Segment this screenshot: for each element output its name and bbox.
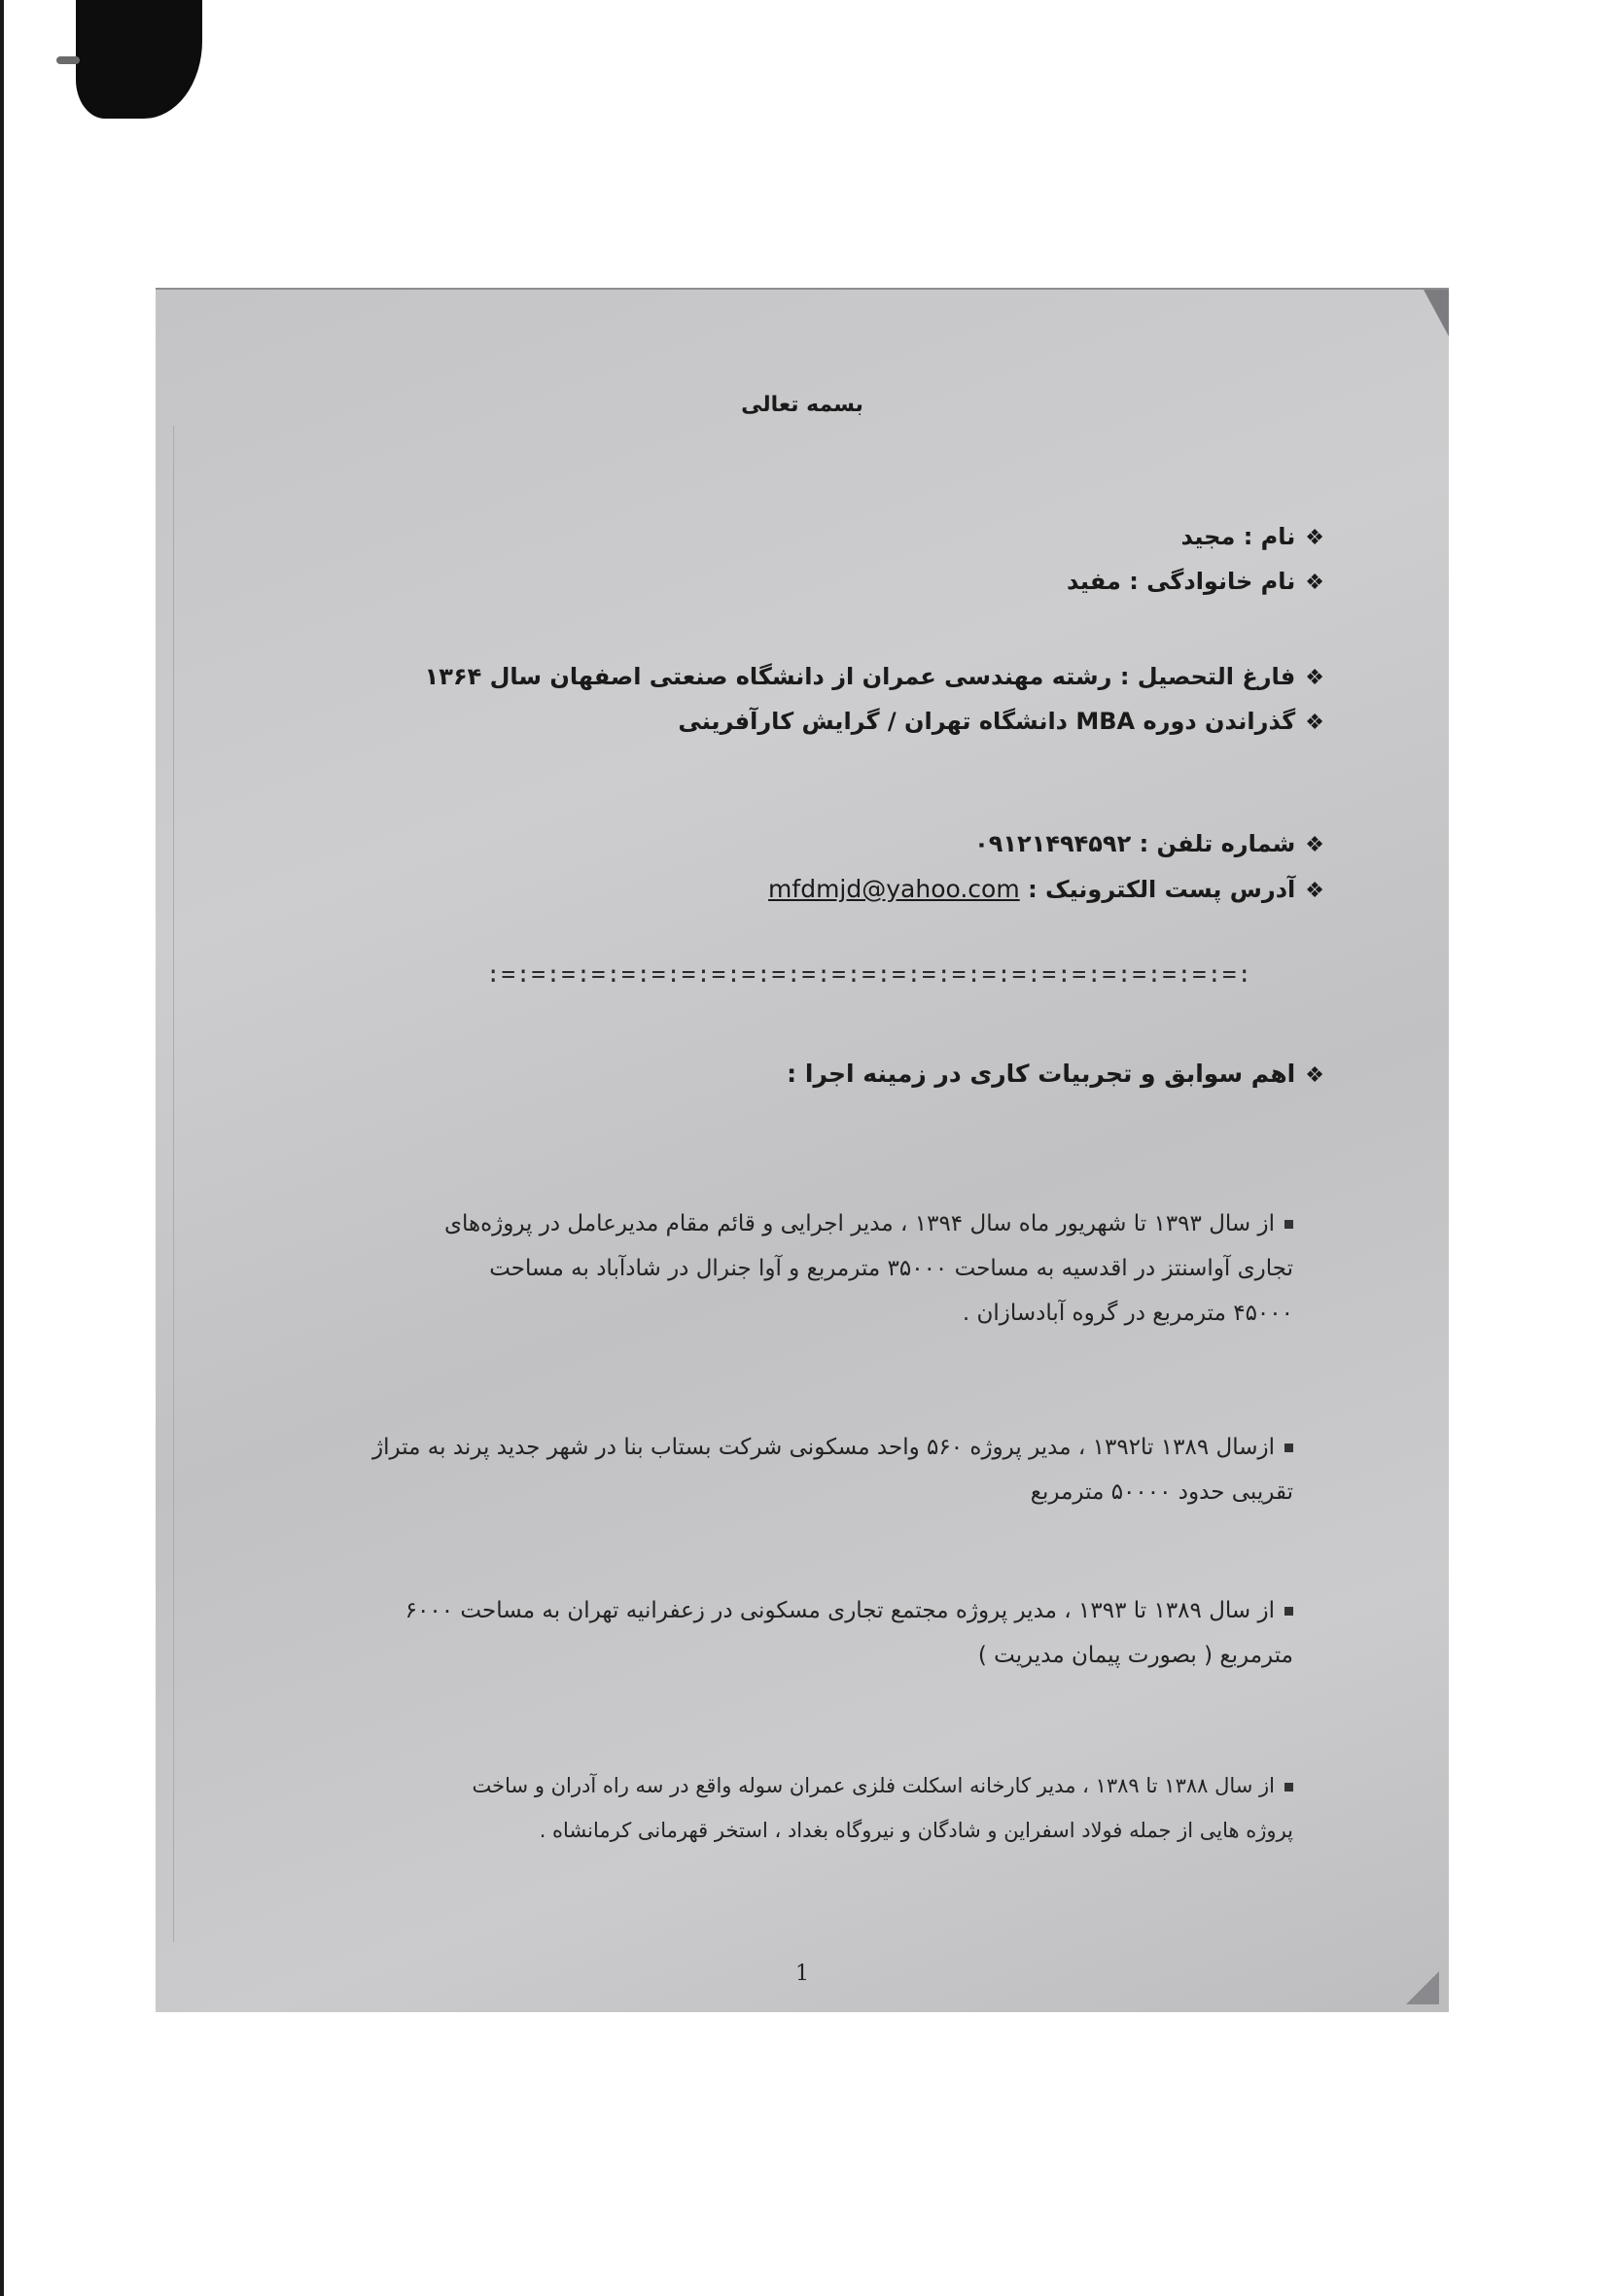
page-margin-line: [173, 426, 174, 1942]
page-number: 1: [795, 1962, 809, 1986]
scan-corner-blot: [76, 0, 202, 119]
name-line: [1181, 523, 1324, 550]
experience-line: مترمربع ( بصورت پیمان مدیریت ): [977, 1643, 1293, 1668]
square-bullet-icon: [1284, 1783, 1293, 1792]
experience-line: پروژه هایی از جمله فولاد اسفراین و شادگان و نیروگاه بغداد ، استخر قهرمانی کرمانشاه .: [539, 1819, 1293, 1842]
document-page: [156, 288, 1449, 2012]
experience-line: ازسال ۱۳۸۹ تا۱۳۹۲ ، مدیر پروژه ۵۶۰ واحد مسکونی شرکت بستاب بنا در شهر جدید پرند به متراژ: [372, 1435, 1275, 1460]
square-bullet-icon: [1284, 1444, 1293, 1452]
mba-line: [678, 708, 1324, 735]
phone-line: [974, 830, 1324, 857]
email-link[interactable]: mfdmjd@yahoo.com: [768, 875, 1020, 903]
diamond-bullet-icon: ❖: [1305, 711, 1324, 735]
diamond-bullet-icon: ❖: [1305, 833, 1324, 857]
mba-text: گذراندن دوره MBA دانشگاه تهران / گرایش کارآفرینی: [678, 708, 1296, 735]
square-bullet-icon: [1284, 1220, 1293, 1229]
diamond-bullet-icon: ❖: [1305, 879, 1324, 903]
diamond-bullet-icon: ❖: [1305, 526, 1324, 550]
experience-line: از سال ۱۳۸۹ تا ۱۳۹۳ ، مدیر پروژه مجتمع تجاری مسکونی در زعفرانیه تهران به مساحت ۶۰۰۰: [404, 1598, 1275, 1623]
page-title: بسمه تعالی: [741, 393, 863, 417]
experience-heading: [787, 1060, 1324, 1088]
experience-item: [372, 1425, 1293, 1514]
experience-line: تجاری آواسنتز در اقدسیه به مساحت ۳۵۰۰۰ مترمربع و آوا جنرال در شادآباد به مساحت: [489, 1256, 1293, 1281]
diamond-bullet-icon: ❖: [1305, 666, 1324, 690]
degree-text: فارغ التحصیل : رشته مهندسی عمران از دانشگاه صنعتی اصفهان سال ۱۳۶۴: [424, 663, 1296, 690]
diamond-bullet-icon: ❖: [1305, 571, 1324, 595]
experience-line: از سال ۱۳۹۳ تا شهریور ماه سال ۱۳۹۴ ، مدیر اجرایی و قائم مقام مدیرعامل در پروژه‌های: [443, 1211, 1275, 1236]
experience-heading-text: اهم سوابق و تجربیات کاری در زمینه اجرا :: [787, 1060, 1296, 1088]
experience-item: [473, 1763, 1293, 1853]
family-line: [1067, 568, 1324, 595]
experience-item: [405, 1588, 1293, 1678]
square-bullet-icon: [1284, 1607, 1293, 1616]
phone-text: شماره تلفن : ۰۹۱۲۱۴۹۴۵۹۲: [974, 830, 1296, 857]
experience-line: تقریبی حدود ۵۰۰۰۰ مترمربع: [1030, 1479, 1293, 1505]
family-text: نام خانوادگی : مفید: [1067, 568, 1296, 595]
email-line: [768, 875, 1324, 903]
experience-line: ۴۵۰۰۰ مترمربع در گروه آبادسازان .: [962, 1301, 1293, 1326]
diamond-bullet-icon: ❖: [1305, 1063, 1324, 1088]
scan-left-edge: [0, 0, 4, 2296]
experience-item: [444, 1201, 1293, 1336]
section-divider: :=:=:=:=:=:=:=:=:=:=:=:=:=:=:=:=:=:=:=:=:=:=:=:=:=:: [486, 960, 1252, 988]
page-fold-top-right: [1424, 290, 1449, 336]
email-label: آدرس پست الکترونیک :: [1028, 876, 1296, 903]
degree-line: [425, 663, 1324, 690]
experience-line: از سال ۱۳۸۸ تا ۱۳۸۹ ، مدیر کارخانه اسکلت فلزی عمران سوله واقع در سه راه آدران و ساخت: [472, 1774, 1275, 1797]
name-text: نام : مجید: [1180, 523, 1296, 550]
